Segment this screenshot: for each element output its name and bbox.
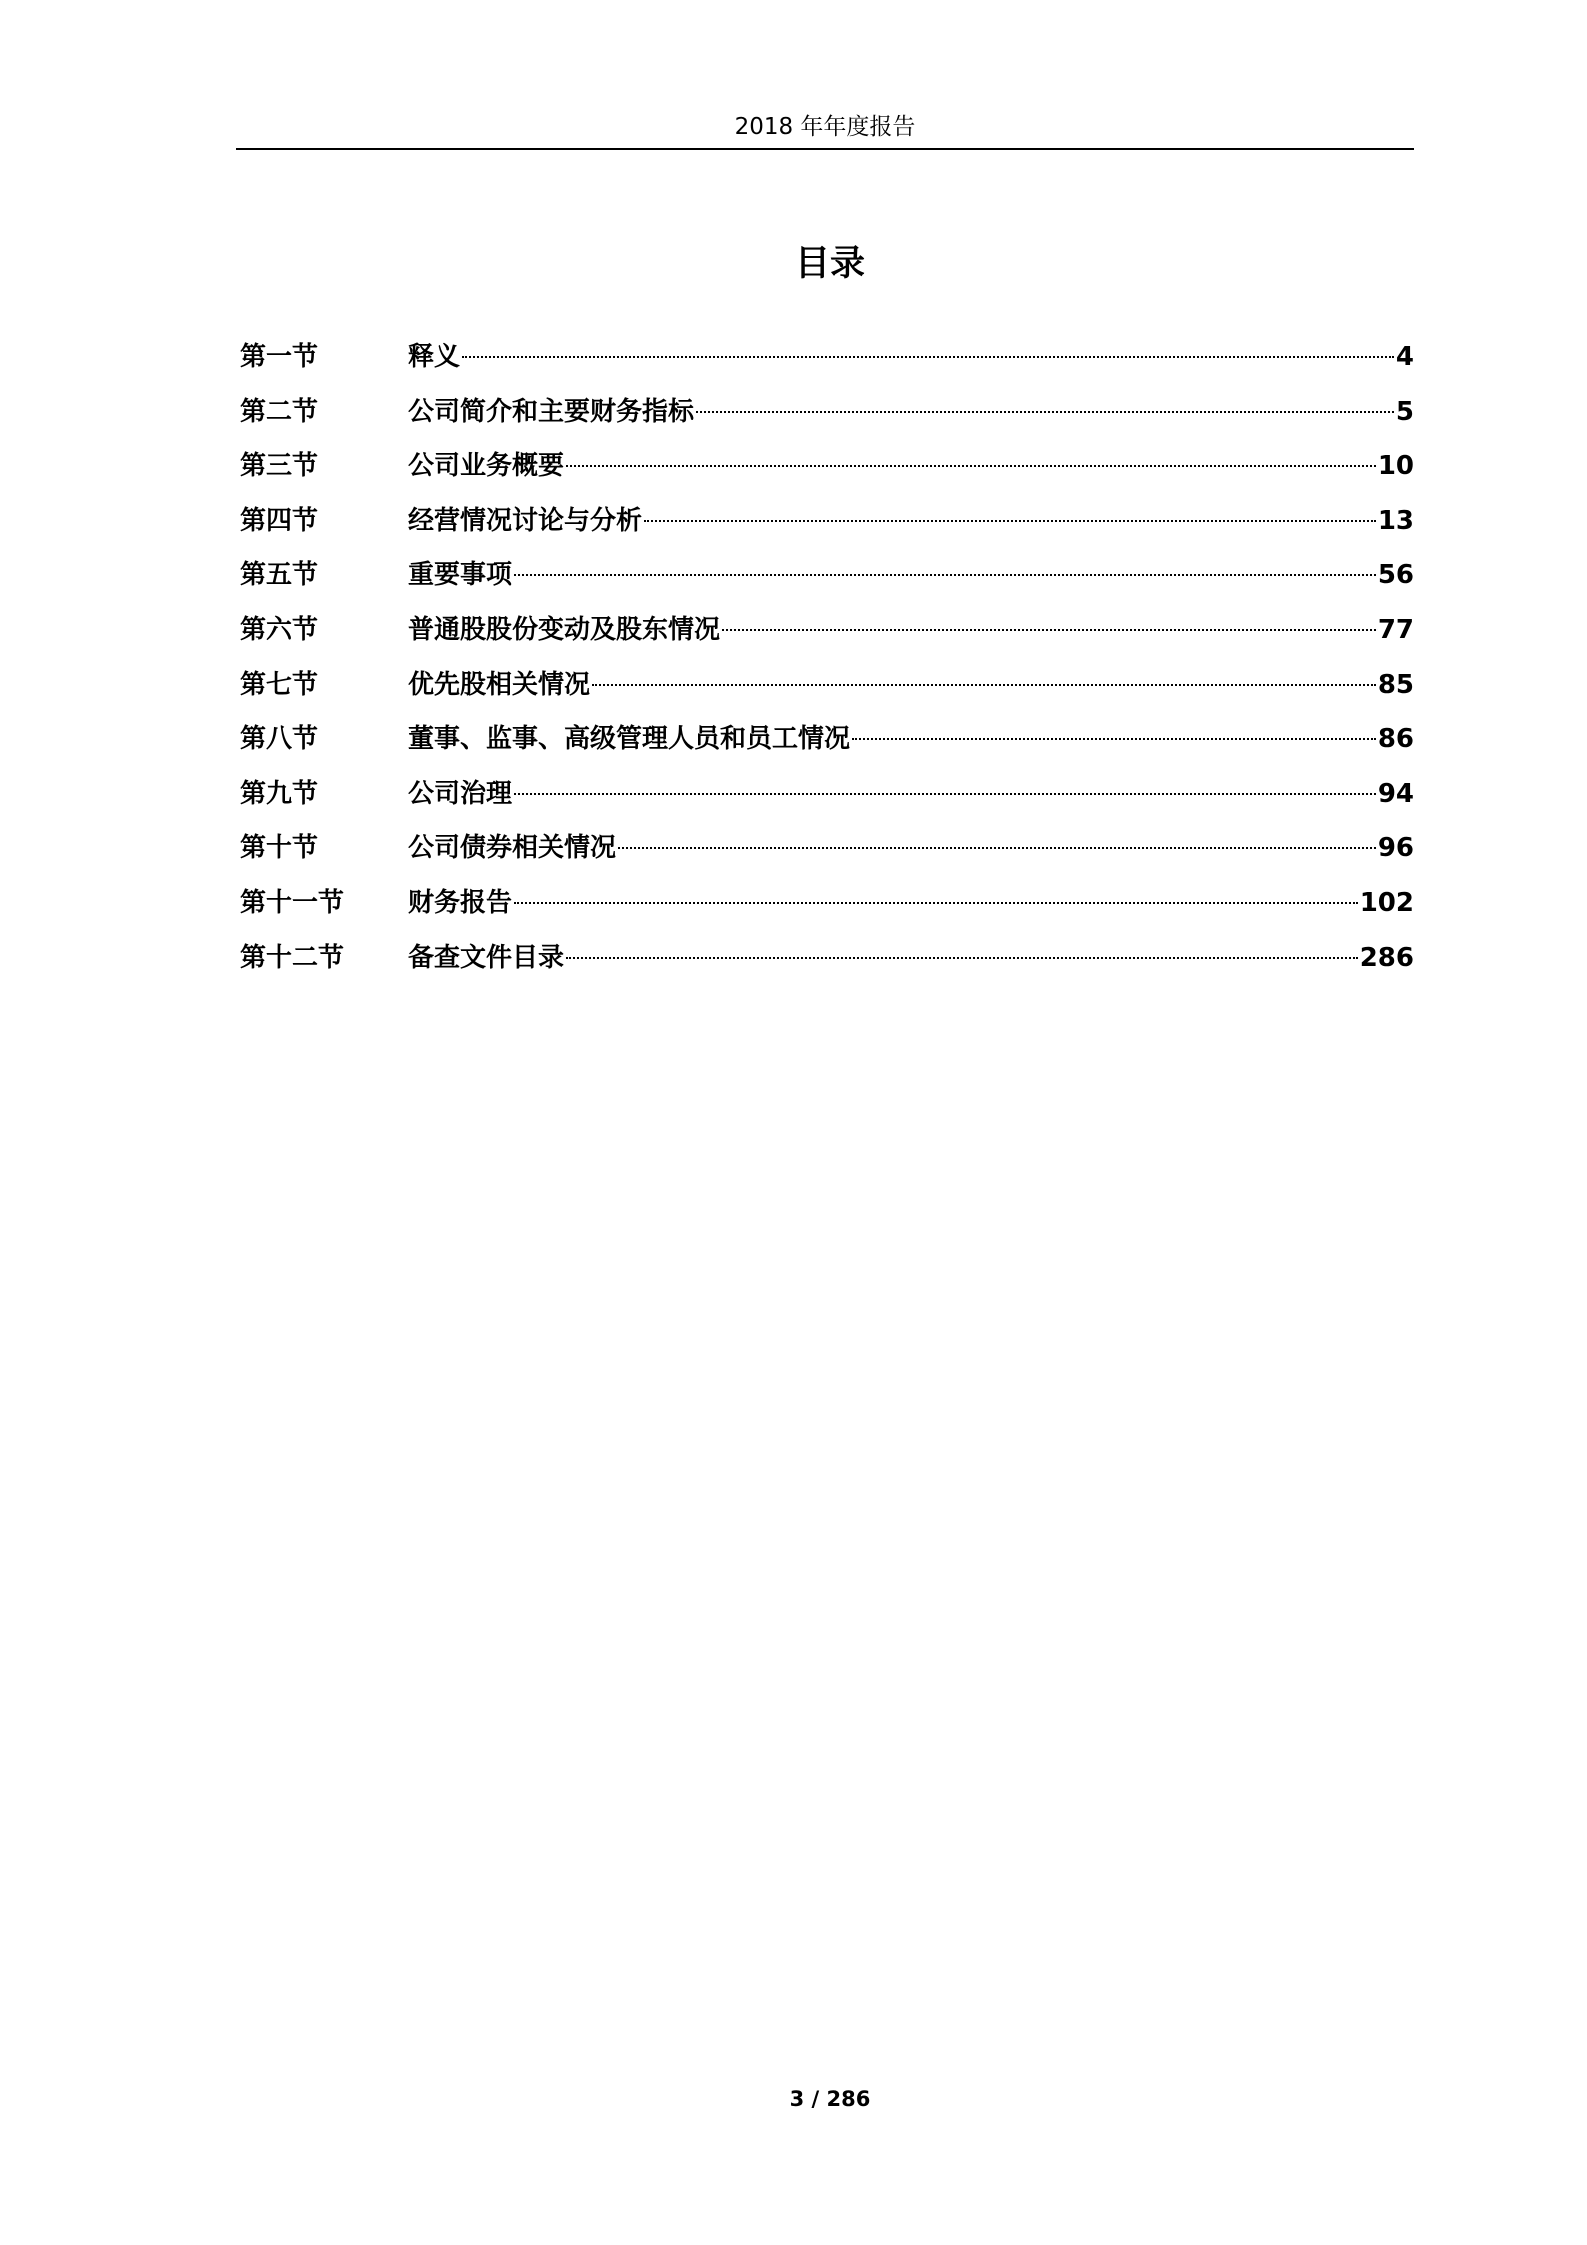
toc-entry[interactable] [240,767,1414,822]
toc-title: 目录 [794,244,865,284]
toc-page-number: 96 [1377,833,1414,864]
toc-section-title: 董事、监事、高级管理人员和员工情况 [408,724,851,755]
page-number-footer: 3 / 286 [789,2087,871,2111]
toc-entry[interactable] [240,712,1414,767]
dot-leader [514,574,1376,576]
toc-page-number: 77 [1377,614,1414,645]
dot-leader [462,356,1394,358]
toc-entry[interactable] [240,931,1414,986]
dot-leader [566,465,1376,467]
toc-section-title: 公司治理 [408,778,513,809]
dot-leader [566,957,1358,959]
dot-leader [592,684,1376,686]
toc-section-number: 第二节 [240,396,319,427]
toc-section-number: 第一节 [240,342,319,372]
dot-leader [722,629,1376,631]
toc-page-number: 286 [1359,942,1414,973]
dot-leader [618,847,1376,849]
dot-leader [852,738,1376,740]
toc-section-number: 第四节 [240,505,319,536]
toc-entry[interactable] [240,330,1414,385]
dot-leader [514,902,1358,904]
toc-entry[interactable] [240,658,1414,713]
toc-section-number: 第六节 [240,614,319,645]
toc-section-number: 第十一节 [240,887,345,918]
toc-entry[interactable] [240,439,1414,494]
toc-section-title: 公司债券相关情况 [408,833,617,864]
page-header [236,106,1414,150]
toc-section-title: 重要事项 [408,560,513,591]
report-title: 2018 年年度报告 [734,114,916,140]
dot-leader [644,520,1376,522]
table-of-contents [240,330,1414,985]
toc-section-number: 第十节 [240,833,319,864]
toc-entry[interactable] [240,821,1414,876]
toc-entry[interactable] [240,494,1414,549]
toc-section-title: 经营情况讨论与分析 [408,505,643,536]
toc-page-number: 13 [1377,505,1414,536]
dot-leader [514,793,1376,795]
toc-page-number: 85 [1377,669,1414,700]
toc-section-title: 财务报告 [408,887,513,918]
toc-page-number: 102 [1359,887,1414,918]
toc-section-number: 第三节 [240,451,319,482]
toc-section-number: 第五节 [240,560,319,591]
toc-section-title: 公司业务概要 [408,451,565,482]
toc-page-number: 10 [1377,451,1414,482]
toc-section-number: 第八节 [240,724,319,755]
toc-section-title: 公司简介和主要财务指标 [408,396,695,427]
toc-page-number: 4 [1395,342,1414,372]
toc-entry[interactable] [240,385,1414,440]
toc-page-number: 94 [1377,778,1414,809]
toc-section-number: 第七节 [240,669,319,700]
toc-entry[interactable] [240,876,1414,931]
toc-page-number: 86 [1377,724,1414,755]
toc-section-title: 优先股相关情况 [408,669,591,700]
toc-section-title: 释义 [408,342,461,372]
dot-leader [696,411,1394,413]
toc-section-title: 备查文件目录 [408,942,565,973]
toc-section-number: 第九节 [240,778,319,809]
toc-page-number: 5 [1395,396,1414,427]
toc-entry[interactable] [240,548,1414,603]
toc-section-title: 普通股股份变动及股东情况 [408,614,721,645]
toc-section-number: 第十二节 [240,942,345,973]
toc-page-number: 56 [1377,560,1414,591]
toc-entry[interactable] [240,603,1414,658]
